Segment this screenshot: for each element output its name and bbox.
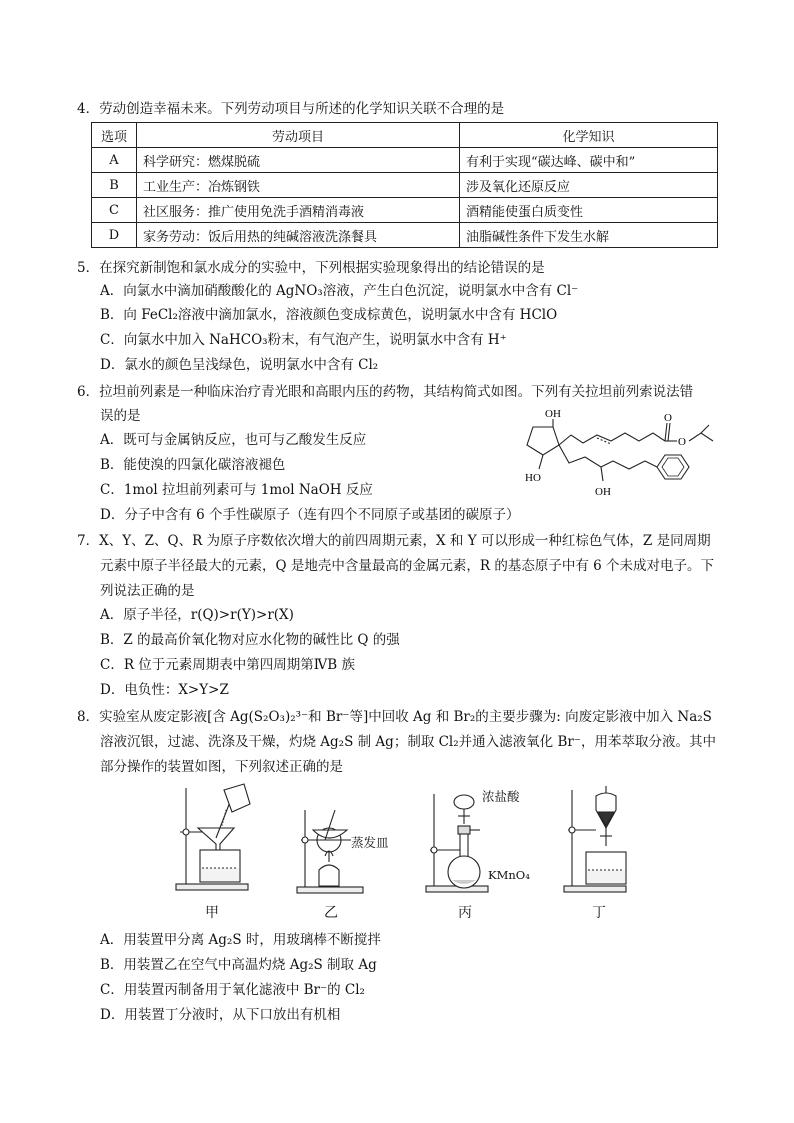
q4-text: 劳动创造幸福未来。下列劳动项目与所述的化学知识关联不合理的是 <box>99 101 505 117</box>
row-item: 工业生产：冶炼钢铁 <box>137 173 460 198</box>
row-knowledge: 有利于实现“碳达峰、碳中和” <box>460 148 718 173</box>
oh-label-bottom: OH <box>595 486 611 498</box>
q4-stem <box>77 97 504 117</box>
row-knowledge: 酒精能使蛋白质变性 <box>460 198 718 223</box>
row-item: 科学研究：燃煤脱硫 <box>137 148 460 173</box>
header-item: 劳动项目 <box>137 123 460 148</box>
row-option: B <box>92 173 137 198</box>
caption-yi: 乙 <box>324 905 338 921</box>
q7-number: 7． <box>77 533 100 549</box>
table-row <box>92 173 718 198</box>
q7-stem-line3: 列说法正确的是 <box>100 583 195 599</box>
q8-option-c: C．用装置丙制备用于氧化滤液中 Br⁻的 Cl₂ <box>100 982 365 998</box>
row-item: 社区服务：推广使用免洗手酒精消毒液 <box>137 198 460 223</box>
header-knowledge: 化学知识 <box>460 123 718 148</box>
q8-option-d: D．用装置丁分液时，从下口放出有机相 <box>100 1007 341 1023</box>
q4-number: 4． <box>77 101 100 117</box>
apparatus-ding-separation <box>560 784 630 896</box>
apparatus-jia-filtration <box>172 780 252 895</box>
q5-number: 5． <box>77 260 100 276</box>
q7-option-b: B．Z 的最高价氧化物对应水化物的碱性比 Q 的强 <box>100 632 400 648</box>
row-knowledge: 涉及氧化还原反应 <box>460 173 718 198</box>
q6-stem-line2: 误的是 <box>100 408 141 424</box>
q5-option-d: D．氯水的颜色呈浅绿色，说明氯水中含有 Cl₂ <box>100 357 379 373</box>
q7-stem-line2: 元素中原子半径最大的元素，Q 是地壳中含量最高的金属元素，R 的基态原子中有 6 个未成对电子。下 <box>100 558 714 574</box>
q8-number: 8． <box>77 709 100 725</box>
caption-bing: 丙 <box>458 905 472 921</box>
ester-o-label: O <box>678 436 686 448</box>
q8-stem <box>77 705 712 725</box>
row-option: C <box>92 198 137 223</box>
latanoprost-structure <box>505 405 730 505</box>
q7-option-d: D．电负性：X>Y>Z <box>100 682 229 698</box>
q5-option-b: B．向 FeCl₂溶液中滴加氯水，溶液颜色变成棕黄色，说明氯水中含有 HClO <box>100 307 558 323</box>
q6-option-d: D．分子中含有 6 个手性碳原子（连有四个不同原子或基团的碳原子） <box>100 507 520 523</box>
q7-option-a: A．原子半径，r(Q)>r(Y)>r(X) <box>100 607 294 623</box>
oh-label-top: OH <box>545 408 561 420</box>
q8-option-a: A．用装置甲分离 Ag₂S 时，用玻璃棒不断搅拌 <box>100 932 381 948</box>
q8-stem-line3: 部分操作的装置如图，下列叙述正确的是 <box>100 759 343 775</box>
q6-option-b: B．能使溴的四氯化碳溶液褪色 <box>100 457 286 473</box>
table-row <box>92 198 718 223</box>
ho-label-left: HO <box>525 472 541 484</box>
q5-option-a: A．向氯水中滴加硝酸酸化的 AgNO₃溶液，产生白色沉淀，说明氯水中含有 Cl⁻ <box>100 283 579 299</box>
row-option: A <box>92 148 137 173</box>
label-evaporating-dish: 蒸发皿 <box>351 835 389 850</box>
header-option: 选项 <box>92 123 137 148</box>
row-item: 家务劳动：饭后用热的纯碱溶液洗涤餐具 <box>137 223 460 248</box>
q8-text-line1: 实验室从废定影液[含 Ag(S₂O₃)₂³⁻和 Br⁻等]中回收 Ag 和 Br₂的主要步骤为: 向废定影液中加入 Na₂S <box>99 709 712 725</box>
q8-stem-line2: 溶液沉银，过滤、洗涤及干燥，灼烧 Ag₂S 制 Ag；制取 Cl₂并通入滤液氧化 Br⁻，用苯萃取分液。其中 <box>100 734 716 750</box>
carbonyl-o-label: O <box>664 412 672 424</box>
row-knowledge: 油脂碱性条件下发生水解 <box>460 223 718 248</box>
row-option: D <box>92 223 137 248</box>
q6-stem <box>77 380 693 400</box>
table-row <box>92 148 718 173</box>
q5-text: 在探究新制饱和氯水成分的实验中，下列根据实验现象得出的结论错误的是 <box>99 260 545 276</box>
q7-stem <box>77 529 711 549</box>
q6-option-a: A．既可与金属钠反应，也可与乙酸发生反应 <box>100 432 367 448</box>
label-kmno4: KMnO₄ <box>488 868 530 882</box>
q7-text-line1: X、Y、Z、Q、R 为原子序数依次增大的前四周期元素，X 和 Y 可以形成一种红棕色气体，Z 是同周期 <box>99 533 711 549</box>
label-conc-hcl: 浓盐酸 <box>482 789 520 804</box>
table-header-row <box>92 123 718 148</box>
q6-option-c: C．1mol 拉坦前列素可与 1mol NaOH 反应 <box>100 482 373 498</box>
q5-stem <box>77 256 545 276</box>
caption-ding: 丁 <box>592 905 606 921</box>
q8-option-b: B．用装置乙在空气中高温灼烧 Ag₂S 制取 Ag <box>100 957 377 973</box>
table-row <box>92 223 718 248</box>
q5-option-c: C．向氯水中加入 NaHCO₃粉末，有气泡产生，说明氯水中含有 H⁺ <box>100 332 507 348</box>
q7-option-c: C．R 位于元素周期表中第四周期第ⅣB 族 <box>100 657 355 673</box>
caption-jia: 甲 <box>205 905 219 921</box>
q6-number: 6． <box>77 384 100 400</box>
q6-text-line1: 拉坦前列素是一种临床治疗青光眼和高眼内压的药物，其结构简式如图。下列有关拉坦前列索说法错 <box>99 384 694 400</box>
q4-table <box>91 122 718 248</box>
